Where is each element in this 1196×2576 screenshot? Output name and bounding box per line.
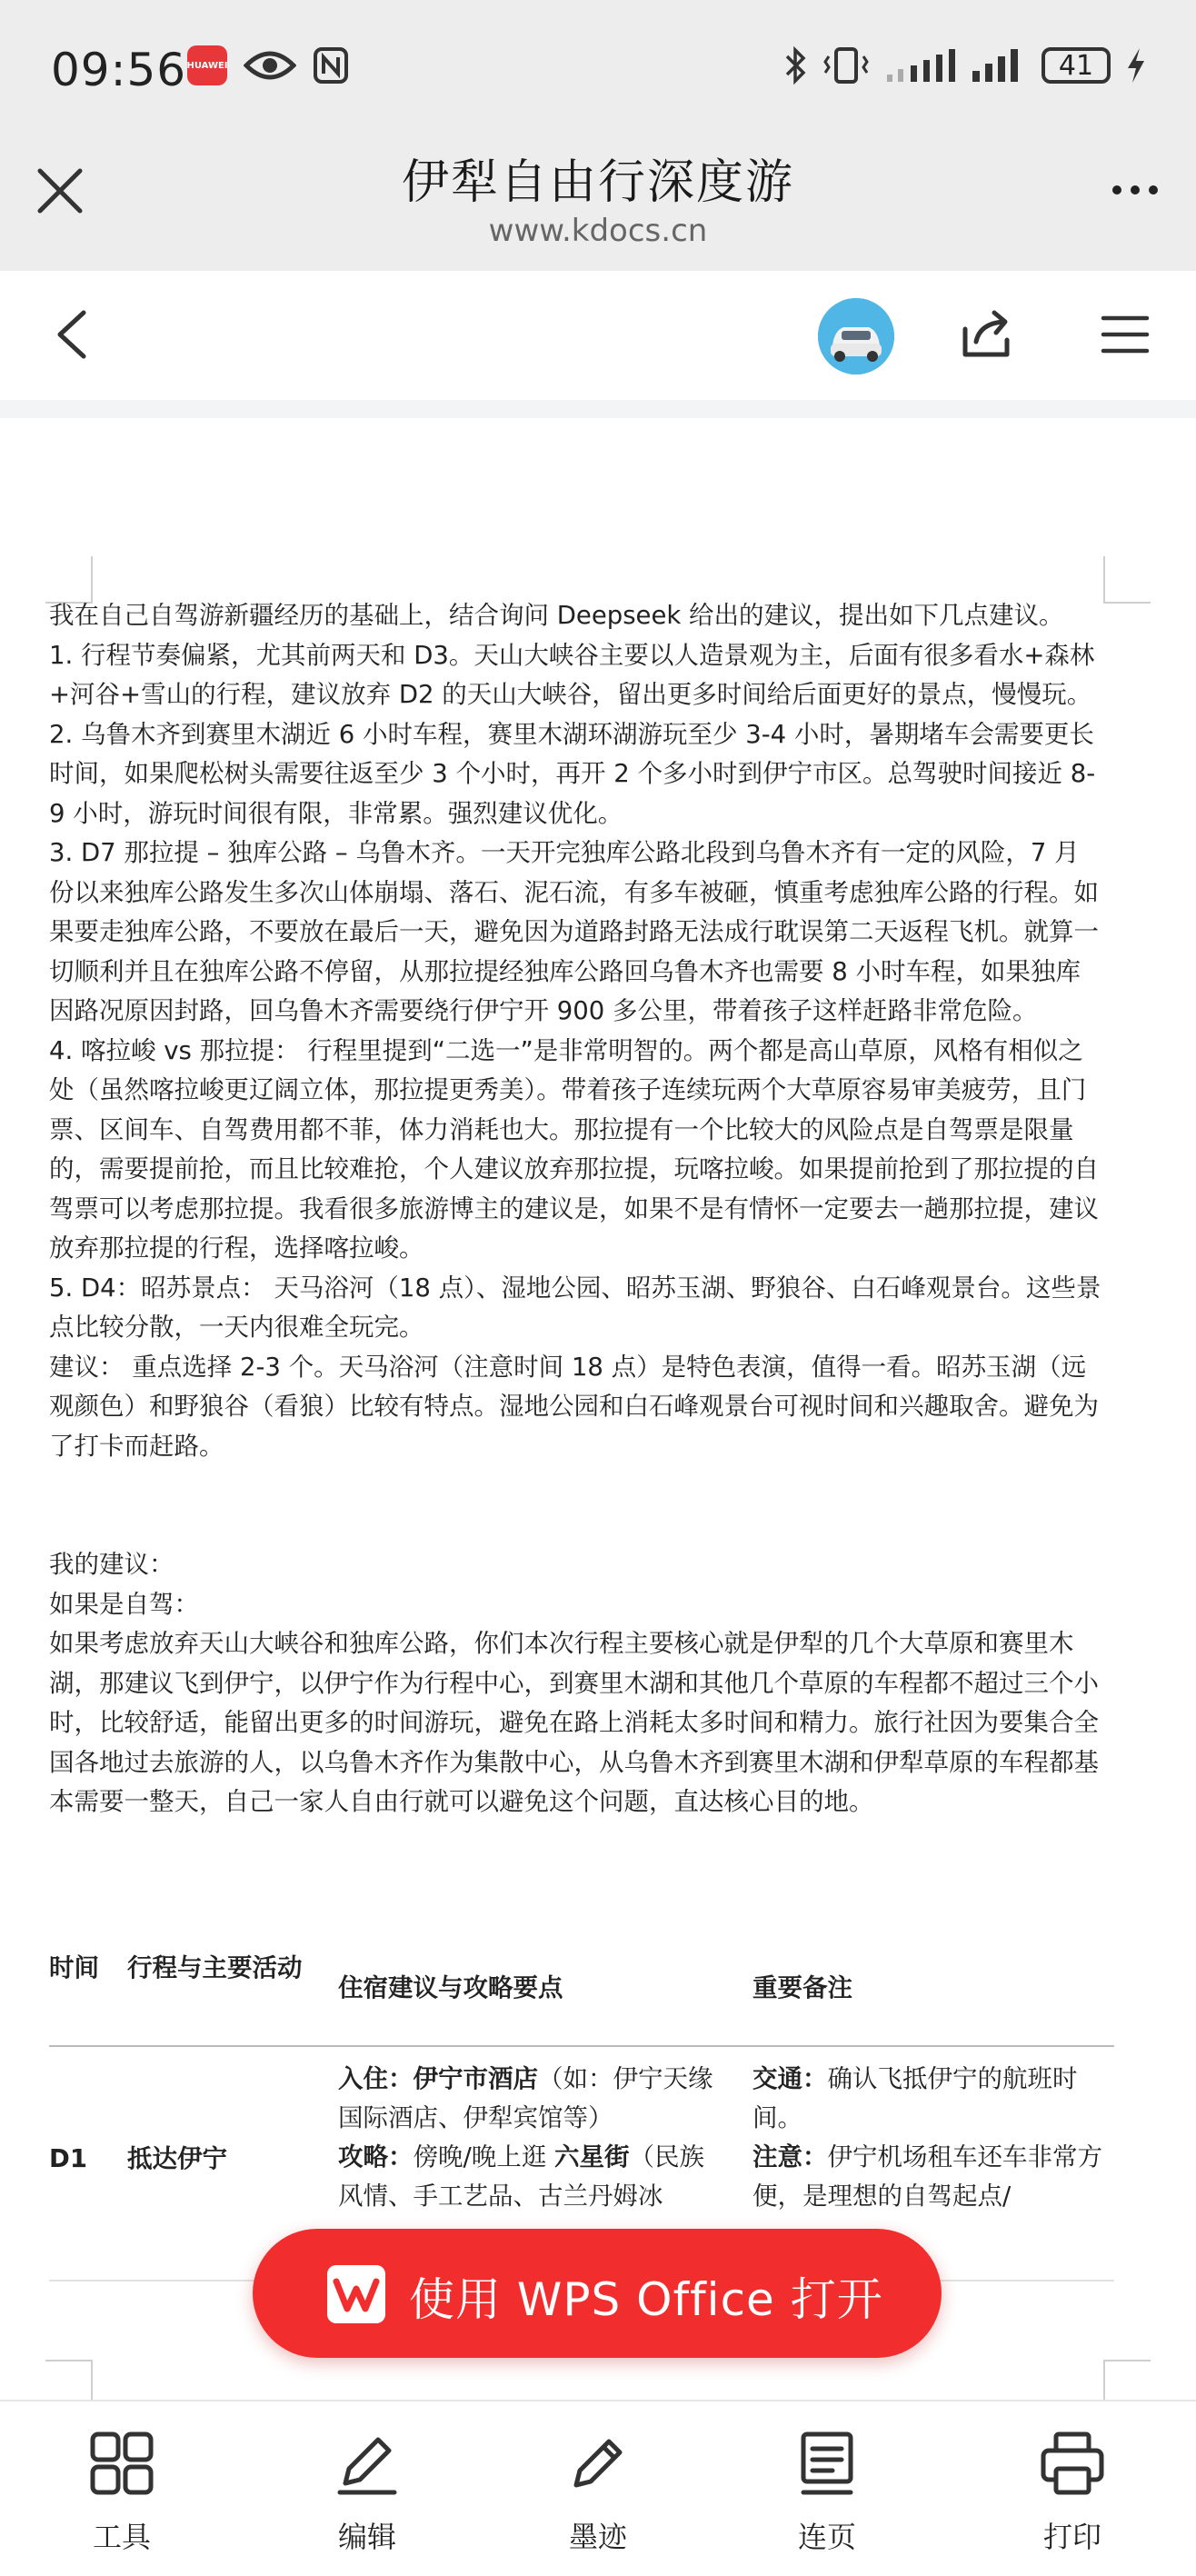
header-cell-activity: 行程与主要活动 [127,1953,303,1982]
open-in-wps-button[interactable] [253,2229,942,2358]
battery-indicator: 41 [1042,47,1111,84]
document-text [49,596,1103,1822]
user-avatar[interactable] [818,298,894,374]
table-header [49,1931,1114,2047]
pen-ink-icon [563,2429,633,2498]
header-cell-notes: 重要备注 [752,1973,852,2002]
status-bar [0,0,1196,145]
back-icon[interactable] [47,307,102,362]
more-options-button[interactable] [1103,176,1167,204]
title-bar [0,136,1196,271]
vibrate-icon [822,45,871,85]
cell-activity: 抵达伊宁 [127,2144,227,2173]
ink-label: 墨迹 [568,2520,627,2554]
cell-stay [338,2060,729,2216]
tips-label: 攻略： [338,2142,414,2172]
pencil-icon [333,2429,402,2498]
stay-hotel: 伊宁市酒店 [413,2064,538,2093]
menu-icon[interactable] [1098,307,1152,362]
tips-detail: （民族风情、手工艺品、古兰丹姆冰 [338,2142,705,2211]
note-attention-label: 注意： [752,2142,828,2172]
charging-bolt-icon [1125,46,1147,85]
status-left-icons [187,45,349,85]
print-button[interactable] [1000,2429,1145,2556]
more-dot-icon [1112,185,1121,195]
continuous-label: 连页 [797,2520,856,2554]
paragraph: 1. 行程节奏偏紧，尤其前两天和 D3。天山大峡谷主要以人造景观为主，后面有很多看水+森林+河谷+雪山的行程，建议放弃 D2 的天山大峡谷，留出更多时间给后面更好的景点，慢慢玩。 [49,640,1095,709]
document-toolbar [0,271,1196,402]
toolbar-separator [0,400,1196,418]
more-dot-icon [1131,185,1140,195]
paragraph: 3. D7 那拉提 – 独库公路 – 乌鲁木齐。一天开完独库公路北段到乌鲁木齐有一定的风险，7 月份以来独库公路发生多次山体崩塌、落石、泥石流，有多车被砸，慎重考虑独库公路的行程。如果要走独库公路，不要放在最后一天，避免因为道路封路无法成行耽误第二天返程飞机。就算一切顺利并且在独库公路不停留，从那拉提经独库公路回乌鲁木齐也需要 8 小时车程，如果独库因路况原因封路，回乌鲁木齐需要绕行伊宁开 900 多公里，带着孩子这样赶路非常危险。 [49,838,1099,1025]
note-attention-text: 伊宁机场租车还车非常方便，是理想的自驾起点/ [752,2142,1102,2211]
paragraph: 如果考虑放弃天山大峡谷和独库公路，你们本次行程主要核心就是伊犁的几个大草原和赛里木湖，那建议飞到伊宁，以伊宁作为行程中心，到赛里木湖和其他几个草原的车程都不超过三个小时，比较舒适，能留出更多的时间游玩，避免在路上消耗太多时间和精力。旅行社因为要集合全国各地过去旅游的人，以乌鲁木齐作为集散中心，从乌鲁木齐到赛里木湖和伊犁草原的车程都基本需要一整天，自己一家人自由行就可以避免这个问题，直达核心目的地。 [49,1629,1099,1816]
huawei-app-icon: HUAWEI [187,45,227,85]
eye-icon [244,47,296,84]
ink-button[interactable] [525,2429,671,2556]
bluetooth-icon [783,45,807,85]
cell-day: D1 [49,2144,87,2173]
wps-button-label: 使用 WPS Office 打开 [409,2273,883,2326]
stay-detail: （如：伊宁天缘国际酒店、伊犁宾馆等） [338,2064,713,2132]
tools-button[interactable] [49,2429,194,2556]
document-lines-icon [792,2429,862,2498]
status-right-icons [783,45,1147,85]
share-icon[interactable] [958,304,1016,362]
paragraph: 5. D4：昭苏景点： 天马浴河（18 点）、湿地公园、昭苏玉湖、野狼谷、白石峰观景台。这些景点比较分散，一天内很难全玩完。 [49,1273,1101,1342]
edit-label: 编辑 [337,2520,396,2554]
tips-pre: 傍晚/晚上逛 [413,2142,555,2172]
paragraph: 我的建议： [49,1550,174,1579]
signal-icon-1 [885,45,956,85]
note-transport-text: 确认飞抵伊宁的航班时间。 [752,2064,1078,2132]
header-cell-time: 时间 [49,1953,99,1982]
wps-logo-icon [327,2265,385,2323]
stay-label: 入住： [338,2064,414,2093]
page-corner-mark [1103,556,1151,604]
print-label: 打印 [1042,2520,1101,2554]
continuous-page-button[interactable] [754,2429,900,2556]
document-page[interactable] [0,418,1196,2400]
car-avatar-icon [818,298,894,374]
header-cell-stay: 住宿建议与攻略要点 [338,1973,563,2002]
blank-line [49,1466,1103,1545]
paragraph: 建议： 重点选择 2-3 个。天马浴河（注意时间 18 点）是特色表演，值得一看。昭苏玉湖（远观颜色）和野狼谷（看狼）比较有特点。湿地公园和白石峰观景台可视时间和兴趣取舍。避免为了打卡而赶路。 [49,1352,1099,1461]
paragraph: 4. 喀拉峻 vs 那拉提： 行程里提到“二选一”是非常明智的。两个都是高山草原，风格有相似之处（虽然喀拉峻更辽阔立体，那拉提更秀美）。带着孩子连续玩两个大草原容易审美疲劳，且门票、区间车、自驾费用都不菲，体力消耗也大。那拉提有一个比较大的风险点是自驾票是限量的，需要提前抢，而且比较难抢，个人建议放弃那拉提，玩喀拉峻。如果提前抢到了那拉提的自驾票可以考虑那拉提。我看很多旅游博主的建议是，如果不是有情怀一定要去一趟那拉提，建议放弃那拉提的行程，选择喀拉峻。 [49,1035,1099,1263]
tools-label: 工具 [92,2520,151,2554]
note-transport-label: 交通： [752,2064,828,2093]
signal-icon-2 [971,45,1027,85]
paragraph: 2. 乌鲁木齐到赛里木湖近 6 小时车程，赛里木湖环湖游玩至少 3-4 小时，暑期堵车会需要更长时间，如果爬松树头需要往返至少 3 个小时，再开 2 个多小时到伊宁市区。总驾驶时间接近 8-9 小时，游玩时间很有限，非常累。强烈建议优化。 [49,719,1096,828]
bottom-toolbar [0,2400,1196,2576]
status-time: 09:56 [51,44,187,96]
more-dot-icon [1149,185,1158,195]
tips-highlight: 六星街 [554,2142,630,2172]
printer-icon [1038,2429,1107,2498]
page-url: www.kdocs.cn [488,213,708,249]
paragraph: 我在自己自驾游新疆经历的基础上，结合询问 Deepseek 给出的建议，提出如下几点建议。 [49,601,1064,630]
paragraph: 如果是自驾： [49,1589,199,1619]
grid-icon [87,2429,156,2498]
page-title: 伊犁自由行深度游 [401,155,794,210]
edit-button[interactable] [294,2429,440,2556]
cell-notes [752,2060,1114,2216]
nfc-icon [313,46,349,85]
